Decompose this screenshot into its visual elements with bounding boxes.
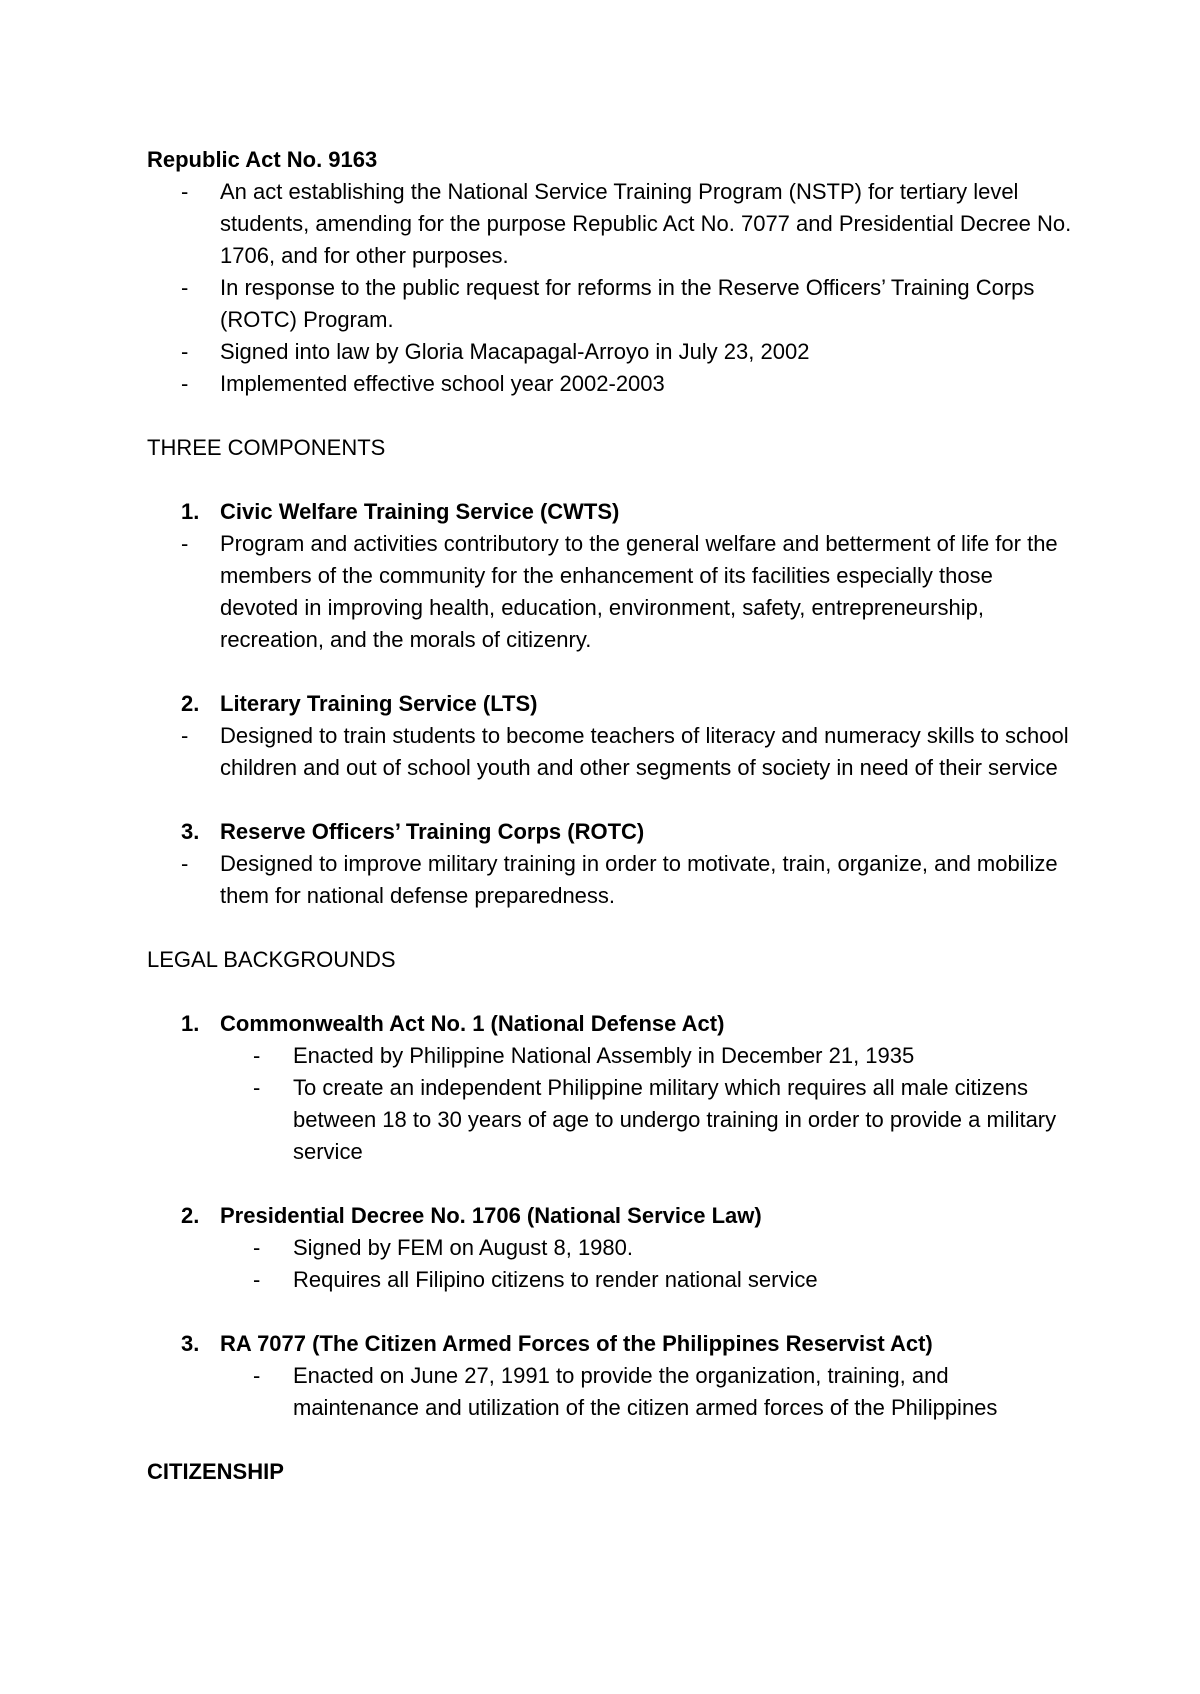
dash-marker: - — [253, 1235, 261, 1260]
legal-title: 3. RA 7077 (The Citizen Armed Forces of the Philippines Reservist Act) — [181, 1331, 933, 1356]
dash-marker: - — [181, 339, 189, 364]
dash-marker: - — [253, 1267, 261, 1292]
legal-title: 1. Commonwealth Act No. 1 (National Defense Act) — [181, 1011, 725, 1036]
dash-marker: - — [181, 851, 189, 876]
ra9163-bullet: - An act establishing the National Service Training Program (NSTP) for tertiary level students, amending for the purpose Republic Act No. 7077 and Presidential Decree No. 1706, and for other purposes. — [147, 176, 1077, 272]
component-desc: - Designed to train students to become teachers of literacy and numeracy skills to school children and out of school youth and other segments of society in need of their service — [147, 720, 1077, 784]
legal-heading: LEGAL BACKGROUNDS — [147, 947, 396, 972]
citizenship-heading: CITIZENSHIP — [147, 1459, 284, 1484]
legal-bullet: - Enacted by Philippine National Assembly in December 21, 1935 — [147, 1040, 1077, 1072]
component-desc: - Designed to improve military training in order to motivate, train, organize, and mobilize them for national defense preparedness. — [147, 848, 1077, 912]
ra9163-bullet: - In response to the public request for reforms in the Reserve Officers’ Training Corps (ROTC) Program. — [147, 272, 1077, 336]
dash-marker: - — [253, 1043, 261, 1068]
dash-marker: - — [253, 1075, 261, 1100]
dash-marker: - — [181, 179, 189, 204]
component-title: 3. Reserve Officers’ Training Corps (ROTC) — [181, 819, 645, 844]
ra9163-bullet: - Implemented effective school year 2002-2003 — [147, 368, 1077, 400]
legal-bullet: - Enacted on June 27, 1991 to provide the organization, training, and maintenance and utilization of the citizen armed forces of the Philippines — [147, 1360, 1077, 1424]
ra9163-title: Republic Act No. 9163 — [147, 147, 378, 172]
dash-marker: - — [181, 723, 189, 748]
legal-bullet: - Requires all Filipino citizens to render national service — [147, 1264, 1077, 1296]
component-title: 1. Civic Welfare Training Service (CWTS) — [181, 499, 620, 524]
legal-bullet: - To create an independent Philippine military which requires all male citizens between 18 to 30 years of age to undergo training in order to provide a military service — [147, 1072, 1077, 1168]
dash-marker: - — [181, 275, 189, 300]
dash-marker: - — [181, 531, 189, 556]
ra9163-bullet: - Signed into law by Gloria Macapagal-Arroyo in July 23, 2002 — [147, 336, 1077, 368]
components-heading: THREE COMPONENTS — [147, 435, 386, 460]
dash-marker: - — [181, 371, 189, 396]
legal-title: 2. Presidential Decree No. 1706 (National Service Law) — [181, 1203, 762, 1228]
legal-bullet: - Signed by FEM on August 8, 1980. — [147, 1232, 1077, 1264]
component-title: 2. Literary Training Service (LTS) — [181, 691, 538, 716]
dash-marker: - — [253, 1363, 261, 1388]
document-page — [147, 144, 1077, 1488]
component-desc: - Program and activities contributory to the general welfare and betterment of life for the members of the community for the enhancement of its facilities especially those devoted in improving health, education, environment, safety, entrepreneurship, recreation, and the morals of citizenry. — [147, 528, 1077, 656]
